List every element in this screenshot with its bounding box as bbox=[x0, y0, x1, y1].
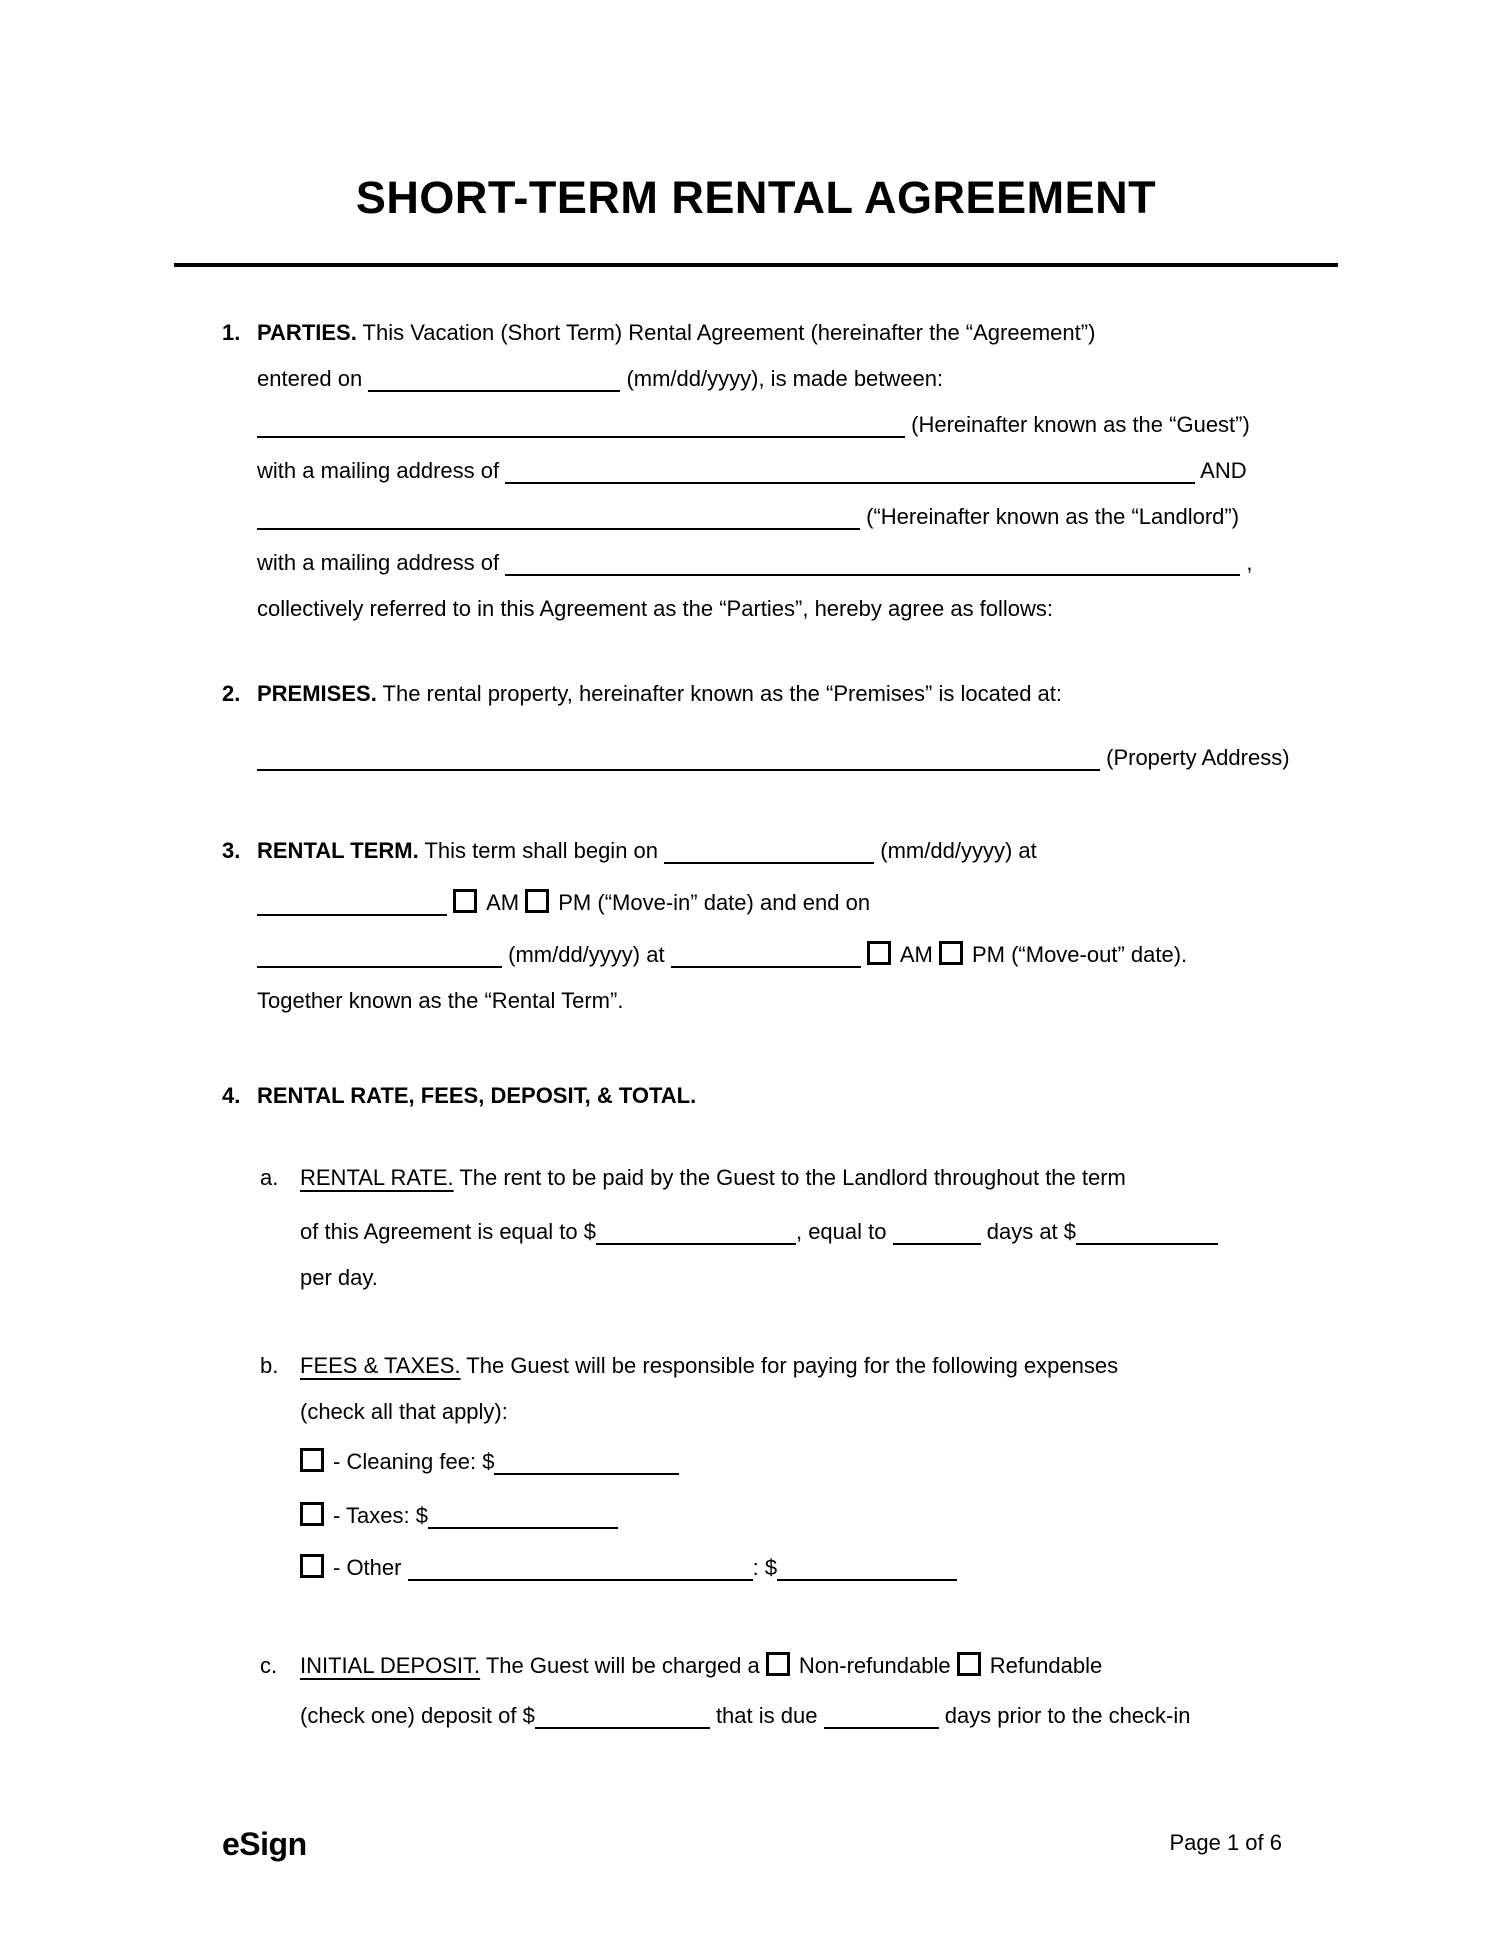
body-text: (Property Address) bbox=[1106, 745, 1290, 770]
premises-line-2 bbox=[257, 735, 1338, 781]
subsection-initial-deposit bbox=[174, 1643, 1338, 1739]
body-text: The rental property, hereinafter known as the “Premises” is located at: bbox=[382, 681, 1062, 706]
body-text: of this Agreement is equal to $ bbox=[300, 1219, 596, 1244]
section-heading: PREMISES. bbox=[257, 681, 377, 706]
section-number: 1. bbox=[222, 320, 241, 345]
fees-taxes-line bbox=[300, 1493, 1338, 1539]
premises-line-1 bbox=[257, 671, 1338, 717]
parties-line-2 bbox=[257, 356, 1338, 402]
parties-line-6 bbox=[257, 540, 1338, 586]
non-refundable-checkbox[interactable] bbox=[766, 1652, 790, 1676]
esign-logo: eSign bbox=[222, 1826, 307, 1862]
section-number: 3. bbox=[222, 838, 241, 863]
parties-line-5 bbox=[257, 494, 1338, 540]
parties-line-3 bbox=[257, 402, 1338, 448]
parties-line-7 bbox=[257, 586, 1338, 632]
deposit-amount-field[interactable] bbox=[535, 1703, 710, 1729]
section-heading: RENTAL RATE, FEES, DEPOSIT, & TOTAL. bbox=[257, 1083, 697, 1108]
section-number: 2. bbox=[222, 681, 241, 706]
body-text: days prior to the check-in bbox=[944, 1703, 1191, 1728]
subsection-fees-taxes bbox=[174, 1343, 1338, 1591]
body-text: (“Hereinafter known as the “Landlord”) bbox=[866, 504, 1240, 529]
guest-address-field[interactable] bbox=[505, 458, 1195, 484]
start-date-field[interactable] bbox=[664, 838, 874, 864]
body-text: (mm/dd/yyyy), is made between: bbox=[626, 366, 944, 391]
section-premises bbox=[174, 671, 1338, 781]
deposit-line-2 bbox=[300, 1693, 1338, 1739]
body-text: (Hereinafter known as the “Guest”) bbox=[911, 412, 1250, 437]
cleaning-fee-amount-field[interactable] bbox=[494, 1449, 679, 1475]
taxes-amount-field[interactable] bbox=[428, 1503, 618, 1529]
subsection-letter: b. bbox=[260, 1353, 279, 1378]
body-text: PM bbox=[971, 942, 1005, 967]
body-text: with a mailing address of bbox=[257, 550, 500, 575]
subsection-letter: c. bbox=[260, 1653, 278, 1678]
body-text: The Guest will be charged a bbox=[485, 1653, 760, 1678]
body-text: collectively referred to in this Agreement as the “Parties”, hereby agree as follows: bbox=[257, 596, 1054, 621]
fees-cleaning-line bbox=[300, 1439, 1338, 1485]
parties-line-1 bbox=[257, 310, 1338, 356]
body-text: (mm/dd/yyyy) at bbox=[880, 838, 1037, 863]
rental-rate-line-1 bbox=[300, 1155, 1338, 1201]
body-text: per day. bbox=[300, 1265, 378, 1290]
body-text: Refundable bbox=[989, 1653, 1103, 1678]
body-text: AM bbox=[899, 942, 933, 967]
taxes-checkbox[interactable] bbox=[300, 1502, 324, 1526]
end-time-field[interactable] bbox=[671, 942, 861, 968]
body-text: AM bbox=[486, 890, 520, 915]
rent-per-day-field[interactable] bbox=[1076, 1219, 1218, 1245]
subsection-heading: FEES & TAXES. bbox=[300, 1353, 461, 1378]
document-body bbox=[174, 310, 1338, 1739]
body-text: days at $ bbox=[986, 1219, 1077, 1244]
body-text: - Other bbox=[333, 1555, 402, 1580]
start-time-field[interactable] bbox=[257, 890, 447, 916]
rental-term-line-1 bbox=[257, 828, 1338, 874]
rent-days-field[interactable] bbox=[893, 1219, 981, 1245]
guest-name-field[interactable] bbox=[257, 412, 905, 438]
section-number: 4. bbox=[222, 1083, 241, 1108]
fees-other-line bbox=[300, 1545, 1338, 1591]
body-text: This term shall begin on bbox=[424, 838, 659, 863]
body-text: Together known as the “Rental Term”. bbox=[257, 988, 624, 1013]
section-rental-term bbox=[174, 828, 1338, 1024]
body-text: The rent to be paid by the Guest to the Landlord throughout the term bbox=[459, 1165, 1126, 1190]
body-text: , bbox=[1246, 550, 1253, 575]
subsection-letter: a. bbox=[260, 1165, 279, 1190]
body-text: (“Move-in” date) and end on bbox=[597, 890, 871, 915]
body-text: Non-refundable bbox=[798, 1653, 951, 1678]
body-text: - Cleaning fee: $ bbox=[333, 1449, 495, 1474]
body-text: (check all that apply): bbox=[300, 1399, 508, 1424]
end-date-field[interactable] bbox=[257, 942, 502, 968]
body-text: (mm/dd/yyyy) at bbox=[508, 942, 665, 967]
body-text: AND bbox=[1200, 458, 1247, 483]
section-rate bbox=[174, 1073, 1338, 1119]
other-amount-field[interactable] bbox=[777, 1555, 957, 1581]
agreement-date-field[interactable] bbox=[368, 366, 620, 392]
other-description-field[interactable] bbox=[408, 1555, 753, 1581]
body-text: : $ bbox=[752, 1555, 778, 1580]
property-address-field[interactable] bbox=[257, 745, 1100, 771]
section-heading: RENTAL TERM. bbox=[257, 838, 419, 863]
section-parties bbox=[174, 310, 1338, 632]
move-out-pm-checkbox[interactable] bbox=[939, 941, 963, 965]
subsection-heading: INITIAL DEPOSIT. bbox=[300, 1653, 481, 1678]
rental-term-line-4 bbox=[257, 978, 1338, 1024]
rental-term-line-2 bbox=[257, 880, 1338, 926]
landlord-name-field[interactable] bbox=[257, 504, 860, 530]
body-text: that is due bbox=[715, 1703, 818, 1728]
landlord-address-field[interactable] bbox=[505, 550, 1240, 576]
body-text: (check one) deposit of $ bbox=[300, 1703, 535, 1728]
body-text: The Guest will be responsible for paying for the following expenses bbox=[466, 1353, 1119, 1378]
body-text: (“Move-out” date). bbox=[1011, 942, 1188, 967]
fees-line-1 bbox=[300, 1343, 1338, 1389]
body-text: , equal to bbox=[795, 1219, 887, 1244]
move-in-am-checkbox[interactable] bbox=[453, 889, 477, 913]
subsection-heading: RENTAL RATE. bbox=[300, 1165, 454, 1190]
move-in-pm-checkbox[interactable] bbox=[525, 889, 549, 913]
parties-line-4 bbox=[257, 448, 1338, 494]
body-text: - Taxes: $ bbox=[333, 1503, 428, 1528]
page-number: Page 1 of 6 bbox=[1169, 1830, 1282, 1855]
fees-line-2 bbox=[300, 1389, 1338, 1435]
rental-rate-line-2 bbox=[300, 1209, 1338, 1255]
rental-rate-line-3 bbox=[300, 1255, 1338, 1301]
body-text: with a mailing address of bbox=[257, 458, 500, 483]
section-heading: PARTIES. bbox=[257, 320, 357, 345]
move-out-am-checkbox[interactable] bbox=[867, 941, 891, 965]
rate-heading-line bbox=[257, 1073, 1338, 1119]
document-title: SHORT-TERM RENTAL AGREEMENT bbox=[355, 172, 1157, 223]
rental-term-line-3 bbox=[257, 932, 1338, 978]
body-text: PM bbox=[558, 890, 592, 915]
cleaning-fee-checkbox[interactable] bbox=[300, 1448, 324, 1472]
deposit-line-1 bbox=[300, 1643, 1338, 1689]
other-fee-checkbox[interactable] bbox=[300, 1554, 324, 1578]
refundable-checkbox[interactable] bbox=[957, 1652, 981, 1676]
title-divider bbox=[174, 263, 1338, 267]
deposit-due-days-field[interactable] bbox=[824, 1703, 939, 1729]
body-text: entered on bbox=[257, 366, 363, 391]
rent-total-field[interactable] bbox=[596, 1219, 796, 1245]
body-text: This Vacation (Short Term) Rental Agreement (hereinafter the “Agreement”) bbox=[362, 320, 1096, 345]
subsection-rental-rate bbox=[174, 1155, 1338, 1301]
